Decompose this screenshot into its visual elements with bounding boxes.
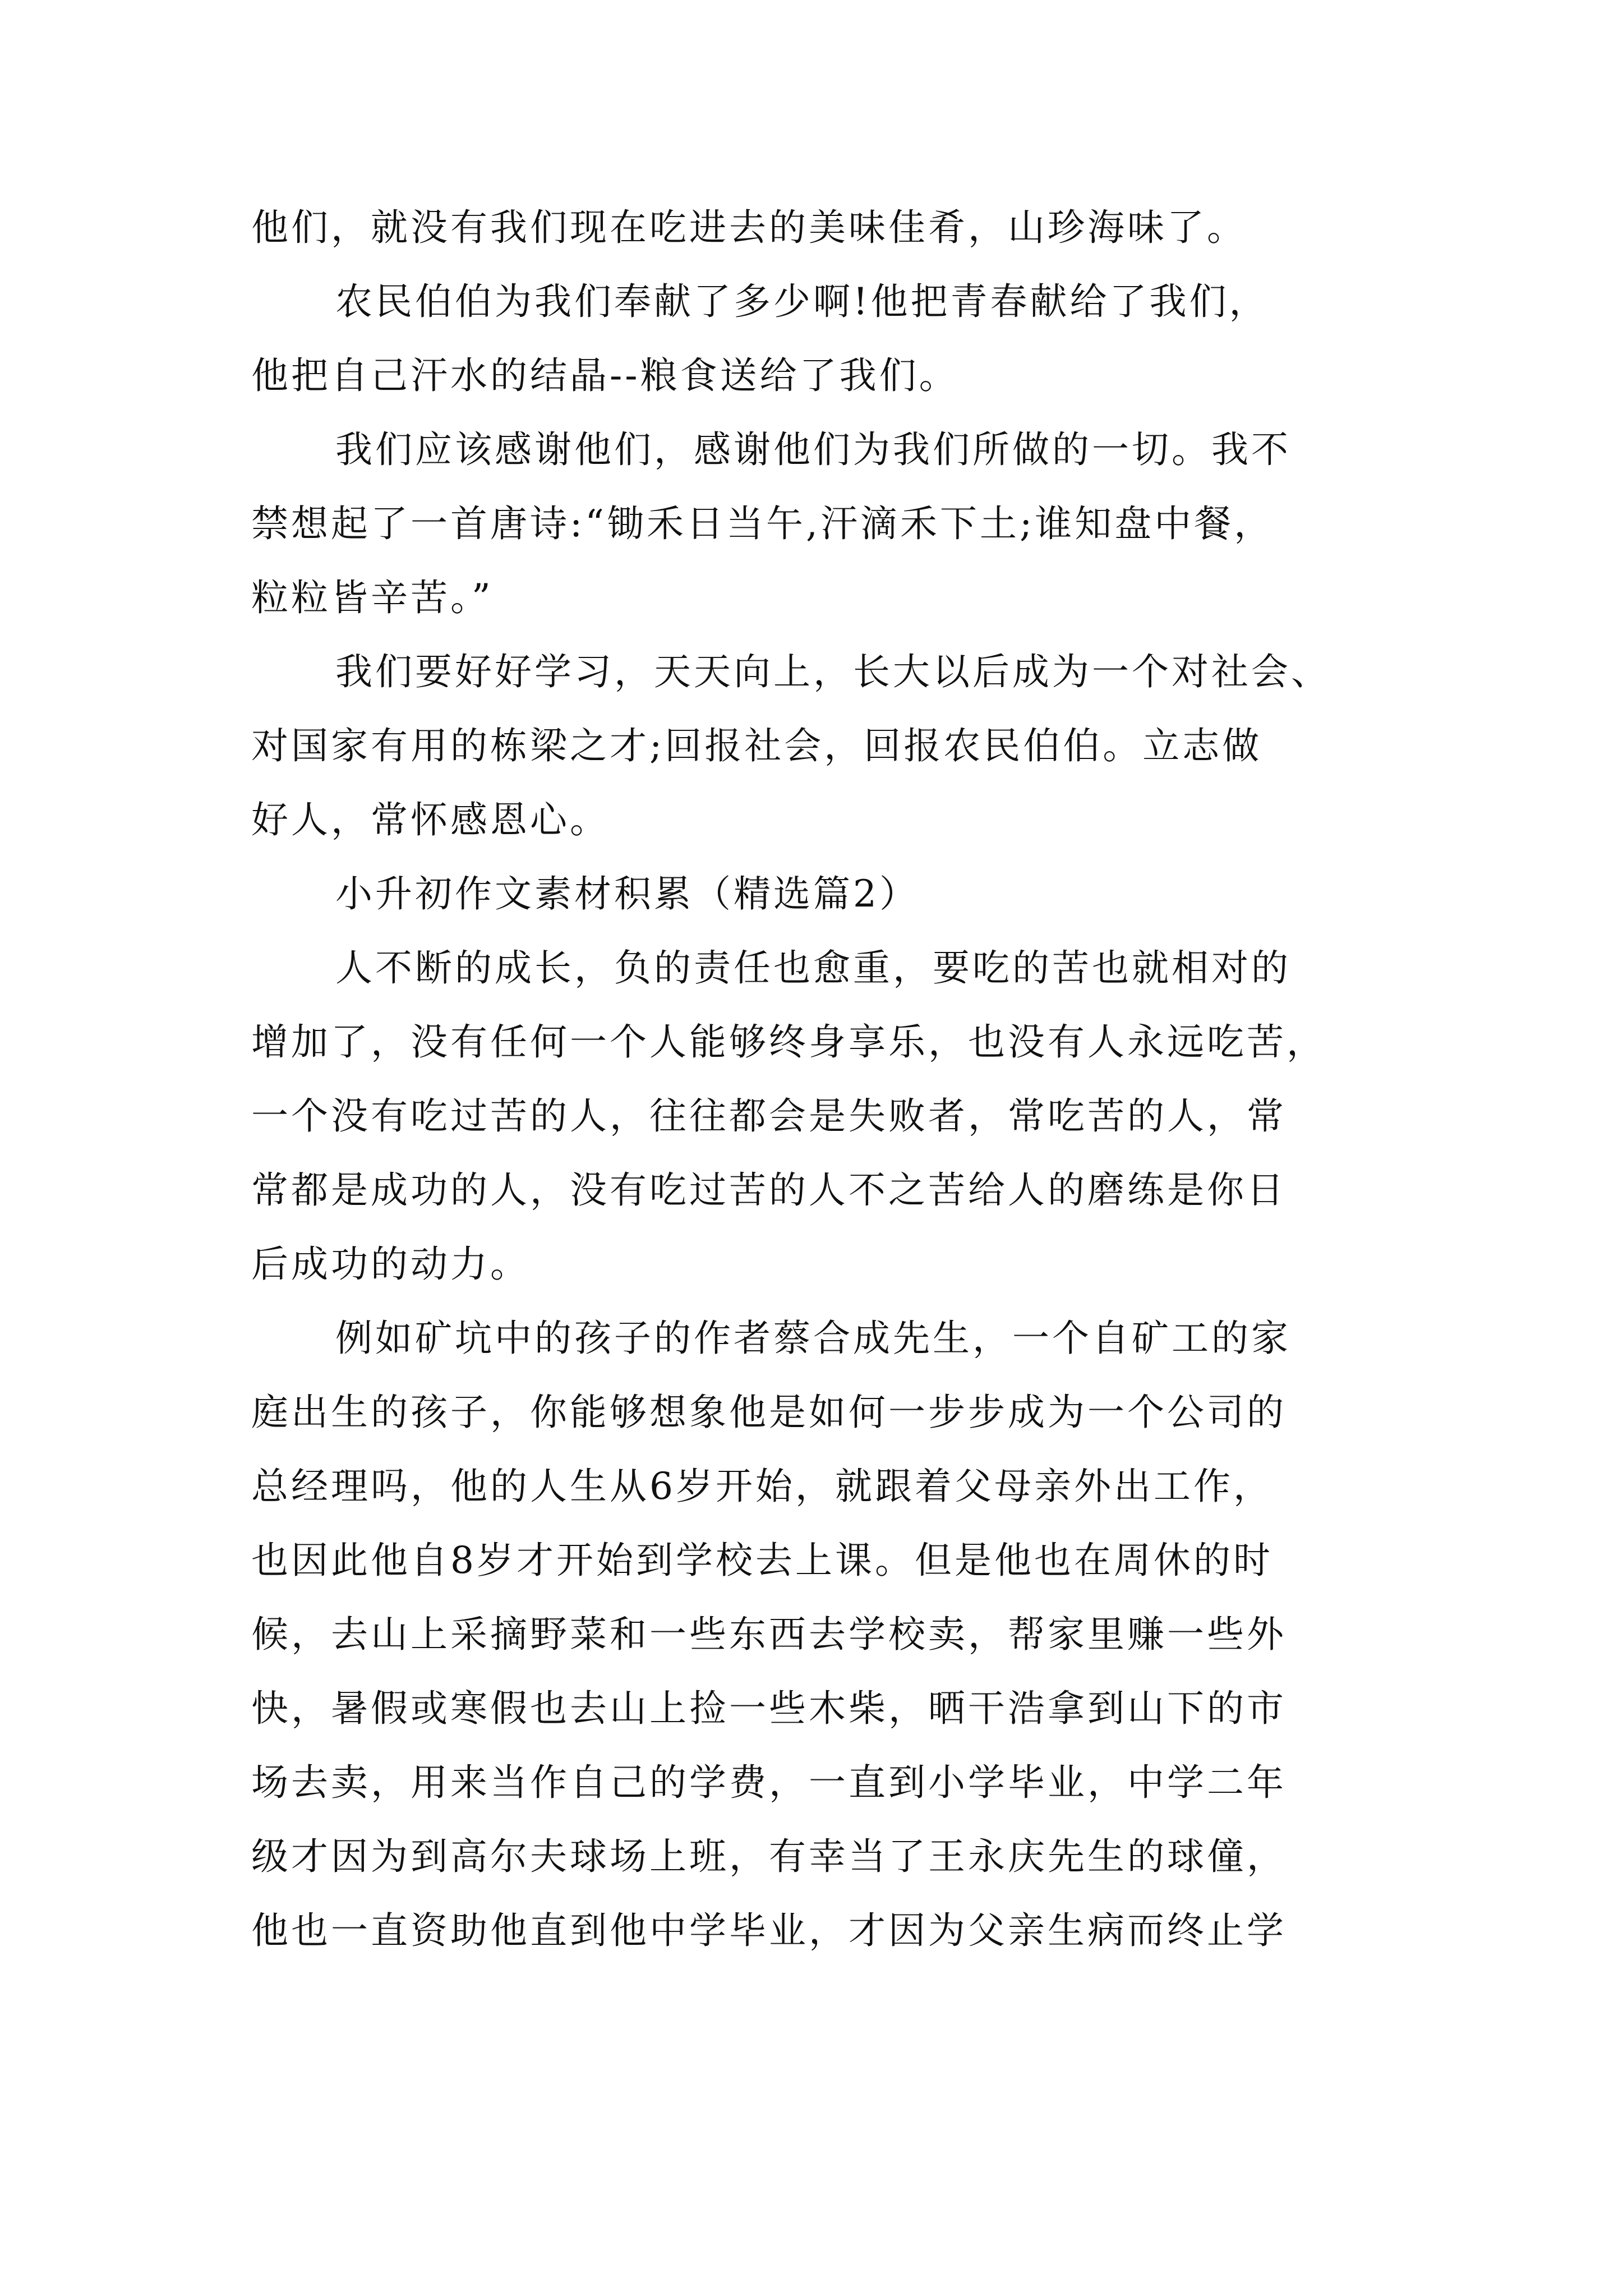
text-line: 常都是成功的人，没有吃过苦的人不之苦给人的磨练是你日 bbox=[251, 1168, 1287, 1212]
text-line: 候，去山上采摘野菜和一些东西去学校卖，帮家里赚一些外 bbox=[251, 1613, 1287, 1656]
text-line: 级才因为到高尔夫球场上班，有幸当了王永庆先生的球僮， bbox=[251, 1835, 1287, 1878]
text-line: 对国家有用的栋梁之才;回报社会，回报农民伯伯。立志做 bbox=[251, 724, 1262, 767]
text-line: 农民伯伯为我们奉献了多少啊!他把青春献给了我们， bbox=[335, 280, 1269, 323]
text-line: 禁想起了一首唐诗:“锄禾日当午,汗滴禾下土;谁知盘中餐， bbox=[251, 502, 1274, 545]
text-line: 也因此他自8岁才开始到学校去上课。但是他也在周休的时 bbox=[251, 1539, 1273, 1582]
text-line: 后成功的动力。 bbox=[251, 1243, 530, 1286]
text-line: 快，暑假或寒假也去山上捡一些木柴，晒干浩拿到山下的市 bbox=[251, 1687, 1287, 1730]
text-line: 人不断的成长，负的责任也愈重，要吃的苦也就相对的 bbox=[335, 946, 1291, 990]
section-heading: 小升初作文素材积累（精选篇2） bbox=[335, 872, 919, 915]
text-line: 他们，就没有我们现在吃进去的美味佳肴，山珍海味了。 bbox=[251, 206, 1247, 249]
text-line: 我们应该感谢他们，感谢他们为我们所做的一切。我不 bbox=[335, 428, 1291, 471]
text-line: 增加了，没有任何一个人能够终身享乐，也没有人永远吃苦， bbox=[251, 1020, 1326, 1064]
body-text bbox=[251, 191, 1378, 1968]
text-line: 例如矿坑中的孩子的作者蔡合成先生，一个自矿工的家 bbox=[335, 1317, 1291, 1360]
text-line: 粒粒皆辛苦。” bbox=[251, 576, 494, 619]
text-line: 我们要好好学习，天天向上，长大以后成为一个对社会、 bbox=[335, 650, 1331, 693]
text-line: 他也一直资助他直到他中学毕业，才因为父亲生病而终止学 bbox=[251, 1909, 1287, 1952]
text-line: 总经理吗，他的人生从6岁开始，就跟着父母亲外出工作， bbox=[251, 1465, 1273, 1508]
text-line: 他把自己汗水的结晶--粮食送给了我们。 bbox=[251, 354, 959, 397]
text-line: 好人，常怀感恩心。 bbox=[251, 798, 610, 841]
text-line: 一个没有吃过苦的人，往往都会是失败者，常吃苦的人，常 bbox=[251, 1094, 1287, 1138]
text-line: 场去卖，用来当作自己的学费，一直到小学毕业，中学二年 bbox=[251, 1761, 1287, 1804]
text-line: 庭出生的孩子，你能够想象他是如何一步步成为一个公司的 bbox=[251, 1391, 1287, 1434]
